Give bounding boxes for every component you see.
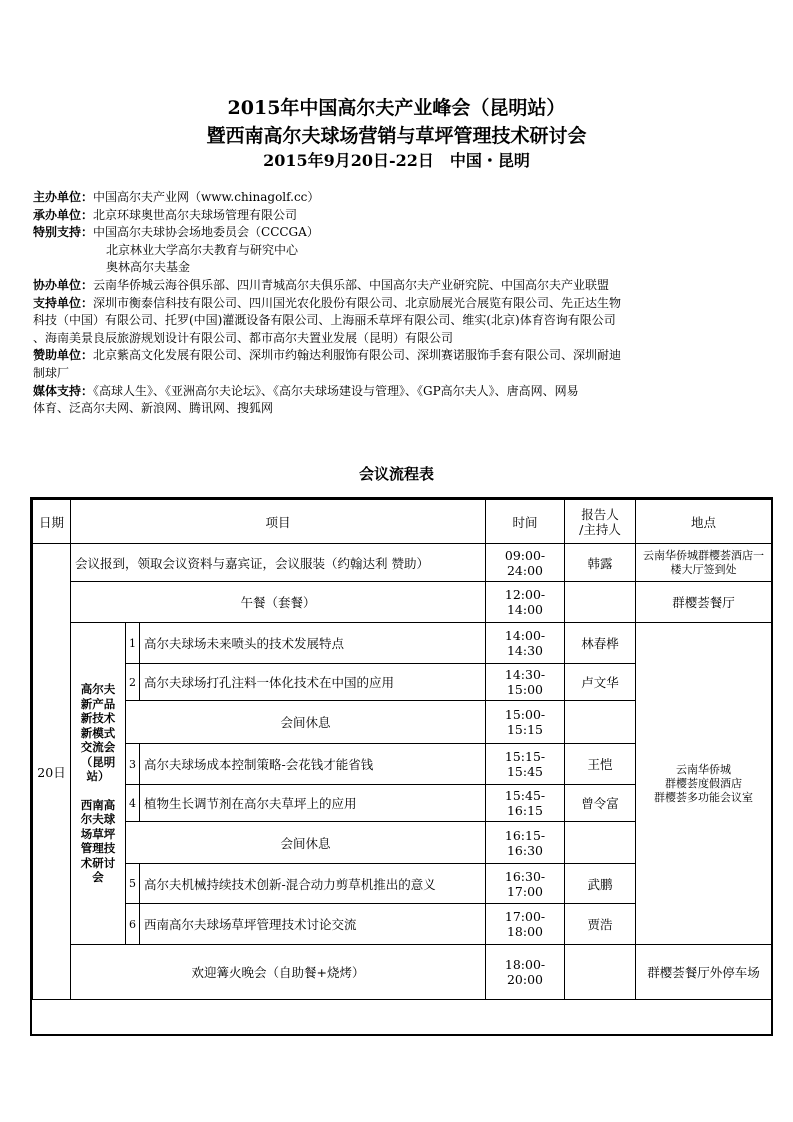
organizer-text: 北京林业大学高尔夫教育与研究中心 (106, 242, 299, 257)
item-cell: 会间休息 (126, 701, 486, 744)
item-number: 5 (126, 864, 140, 904)
item-cell: 高尔夫球场成本控制策略-会花钱才能省钱 (140, 744, 486, 785)
organizer-list (33, 189, 763, 418)
organizer-text: 中国高尔夫球协会场地委员会（CCCGA） (93, 225, 319, 240)
organizer-text: 北京环球奥世高尔夫球场管理有限公司 (93, 207, 298, 222)
session-gap (73, 784, 123, 798)
organizer-label: 赞助单位： (33, 348, 94, 363)
organizer-line (33, 365, 763, 383)
speaker-cell: 韩露 (565, 544, 636, 582)
table-row (33, 544, 772, 582)
header-date: 日期 (33, 500, 71, 544)
header-time: 时间 (486, 500, 565, 544)
organizer-text: 奥林高尔夫基金 (106, 260, 191, 275)
time-cell: 15:00-15:15 (486, 701, 565, 744)
item-cell: 会间休息 (126, 822, 486, 864)
speaker-cell (565, 945, 636, 1000)
organizer-line (33, 207, 763, 225)
session-name-line: 管理技 (80, 841, 116, 856)
organizer-line (33, 347, 763, 365)
speaker-cell: 曾令富 (565, 785, 636, 822)
time-cell: 15:15-15:45 (486, 744, 565, 785)
item-cell: 高尔夫球场未来喷头的技术发展特点 (140, 623, 486, 664)
organizer-line (33, 224, 763, 242)
table-row (33, 582, 772, 623)
doc-date-location: 2015年9月20日-22日 中国・昆明 (263, 151, 530, 170)
session-name-line: 西南高 (80, 797, 116, 812)
organizer-text: 科技（中国）有限公司、托罗(中国)灌溉设备有限公司、上海丽禾草坪有限公司、维实(北京)体育咨询有限公司 (33, 313, 616, 328)
schedule-heading: 会议流程表 (358, 465, 434, 483)
speaker-cell: 林春桦 (565, 623, 636, 664)
session-name-line: 新产品 (80, 696, 116, 711)
venue-line: 云南华侨城 (676, 762, 731, 776)
session-name-line: （昆明 (80, 754, 116, 769)
header-speaker-line1: 报告人 (581, 506, 619, 522)
item-number: 1 (126, 623, 140, 664)
session-name-line: 交流会 (80, 740, 116, 755)
session-name-cell (71, 623, 126, 945)
organizer-text: 体育、泛高尔夫网、新浪网、腾讯网、搜狐网 (33, 401, 274, 416)
speaker-cell: 武鹏 (565, 864, 636, 904)
time-cell: 09:00-24:00 (486, 544, 565, 582)
header-item: 项目 (71, 500, 486, 544)
venue-cell: 群樱荟餐厅 (636, 582, 772, 623)
session-name-line: 术研讨 (80, 855, 116, 870)
time-cell: 15:45-16:15 (486, 785, 565, 822)
organizer-label: 特别支持： (33, 225, 94, 240)
time-cell: 14:00-14:30 (486, 623, 565, 664)
time-cell: 17:00-18:00 (486, 904, 565, 945)
item-cell: 欢迎篝火晚会（自助餐+烧烤） (71, 945, 486, 1000)
organizer-line (33, 277, 763, 295)
session-name-line: 尔夫球 (80, 812, 116, 827)
session-name-line: 站） (86, 769, 110, 784)
schedule-table (32, 499, 772, 1000)
header-speaker-line2: /主持人 (579, 521, 621, 537)
item-cell: 植物生长调节剂在高尔夫草坪上的应用 (140, 785, 486, 822)
organizer-line (33, 383, 763, 401)
organizer-text: 北京紫高文化发展有限公司、深圳市约翰达利服饰有限公司、深圳赛诺服饰手套有限公司、深圳耐迪 (93, 348, 622, 363)
organizer-text: 制球厂 (33, 365, 70, 380)
organizer-line (33, 295, 763, 313)
item-cell: 高尔夫球场打孔注料一体化技术在中国的应用 (140, 664, 486, 701)
organizer-line (33, 242, 763, 260)
venue-cell: 云南华侨城群樱荟酒店一楼大厅签到处 (636, 544, 772, 582)
item-cell: 高尔夫机械持续技术创新-混合动力剪草机推出的意义 (140, 864, 486, 904)
schedule-table-frame (30, 497, 773, 1036)
organizer-text: 云南华侨城云海谷俱乐部、四川青城高尔夫俱乐部、中国高尔夫产业研究院、中国高尔夫产业联盟 (93, 277, 610, 292)
item-cell: 西南高尔夫球场草坪管理技术讨论交流 (140, 904, 486, 945)
table-header-row (33, 500, 772, 544)
item-number: 3 (126, 744, 140, 785)
organizer-line (33, 259, 763, 277)
time-cell: 16:30-17:00 (486, 864, 565, 904)
organizer-line (33, 400, 763, 418)
table-row (33, 945, 772, 1000)
speaker-cell (565, 582, 636, 623)
table-row (33, 623, 772, 664)
organizer-line (33, 312, 763, 330)
speaker-cell (565, 701, 636, 744)
venue-line: 群樱荟度假酒店 (665, 776, 742, 790)
item-number: 2 (126, 664, 140, 701)
speaker-cell: 贾浩 (565, 904, 636, 945)
header-venue: 地点 (636, 500, 772, 544)
doc-subtitle: 暨西南高尔夫球场营销与草坪管理技术研讨会 (206, 125, 587, 147)
time-cell: 18:00-20:00 (486, 945, 565, 1000)
session-name-line: 场草坪 (80, 826, 116, 841)
time-cell: 16:15-16:30 (486, 822, 565, 864)
item-cell: 会议报到，领取会议资料与嘉宾证，会议服装（约翰达利 赞助） (71, 544, 486, 582)
organizer-text: 深圳市衡泰信科技有限公司、四川国光农化股份有限公司、北京励展光合展览有限公司、先正达生物 (93, 295, 622, 310)
time-cell: 14:30-15:00 (486, 664, 565, 701)
organizer-line (33, 189, 763, 207)
organizer-line (33, 330, 763, 348)
organizer-label: 支持单位： (33, 295, 94, 310)
speaker-cell: 王恺 (565, 744, 636, 785)
organizer-label: 协办单位： (33, 277, 94, 292)
doc-title: 2015年中国高尔夫产业峰会（昆明站） (227, 97, 566, 119)
item-number: 4 (126, 785, 140, 822)
session-name-line: 新模式 (80, 725, 116, 740)
organizer-label: 媒体支持： (33, 383, 94, 398)
session-name-line: 新技术 (80, 711, 116, 726)
venue-cell: 群樱荟餐厅外停车场 (636, 945, 772, 1000)
header-speaker (565, 500, 636, 544)
organizer-text: 中国高尔夫产业网（www.chinagolf.cc） (93, 190, 320, 204)
organizer-text: 、海南美景良辰旅游规划设计有限公司、都市高尔夫置业发展（昆明）有限公司 (33, 330, 454, 345)
session-venue-cell (636, 623, 772, 945)
date-cell: 20日 (33, 544, 71, 1000)
organizer-text: 《高球人生》、《亚洲高尔夫论坛》、《高尔夫球场建设与管理》、《GP高尔夫人》、唐高网、网易 (93, 383, 579, 398)
organizer-label: 主办单位： (33, 190, 94, 204)
speaker-cell (565, 822, 636, 864)
session-name-line: 会 (92, 870, 104, 885)
venue-line: 群樱荟多功能会议室 (654, 790, 753, 804)
organizer-label: 承办单位： (33, 207, 94, 222)
item-number: 6 (126, 904, 140, 945)
item-cell: 午餐（套餐） (71, 582, 486, 623)
time-cell: 12:00-14:00 (486, 582, 565, 623)
session-name-line: 高尔夫 (80, 682, 116, 697)
speaker-cell: 卢文华 (565, 664, 636, 701)
